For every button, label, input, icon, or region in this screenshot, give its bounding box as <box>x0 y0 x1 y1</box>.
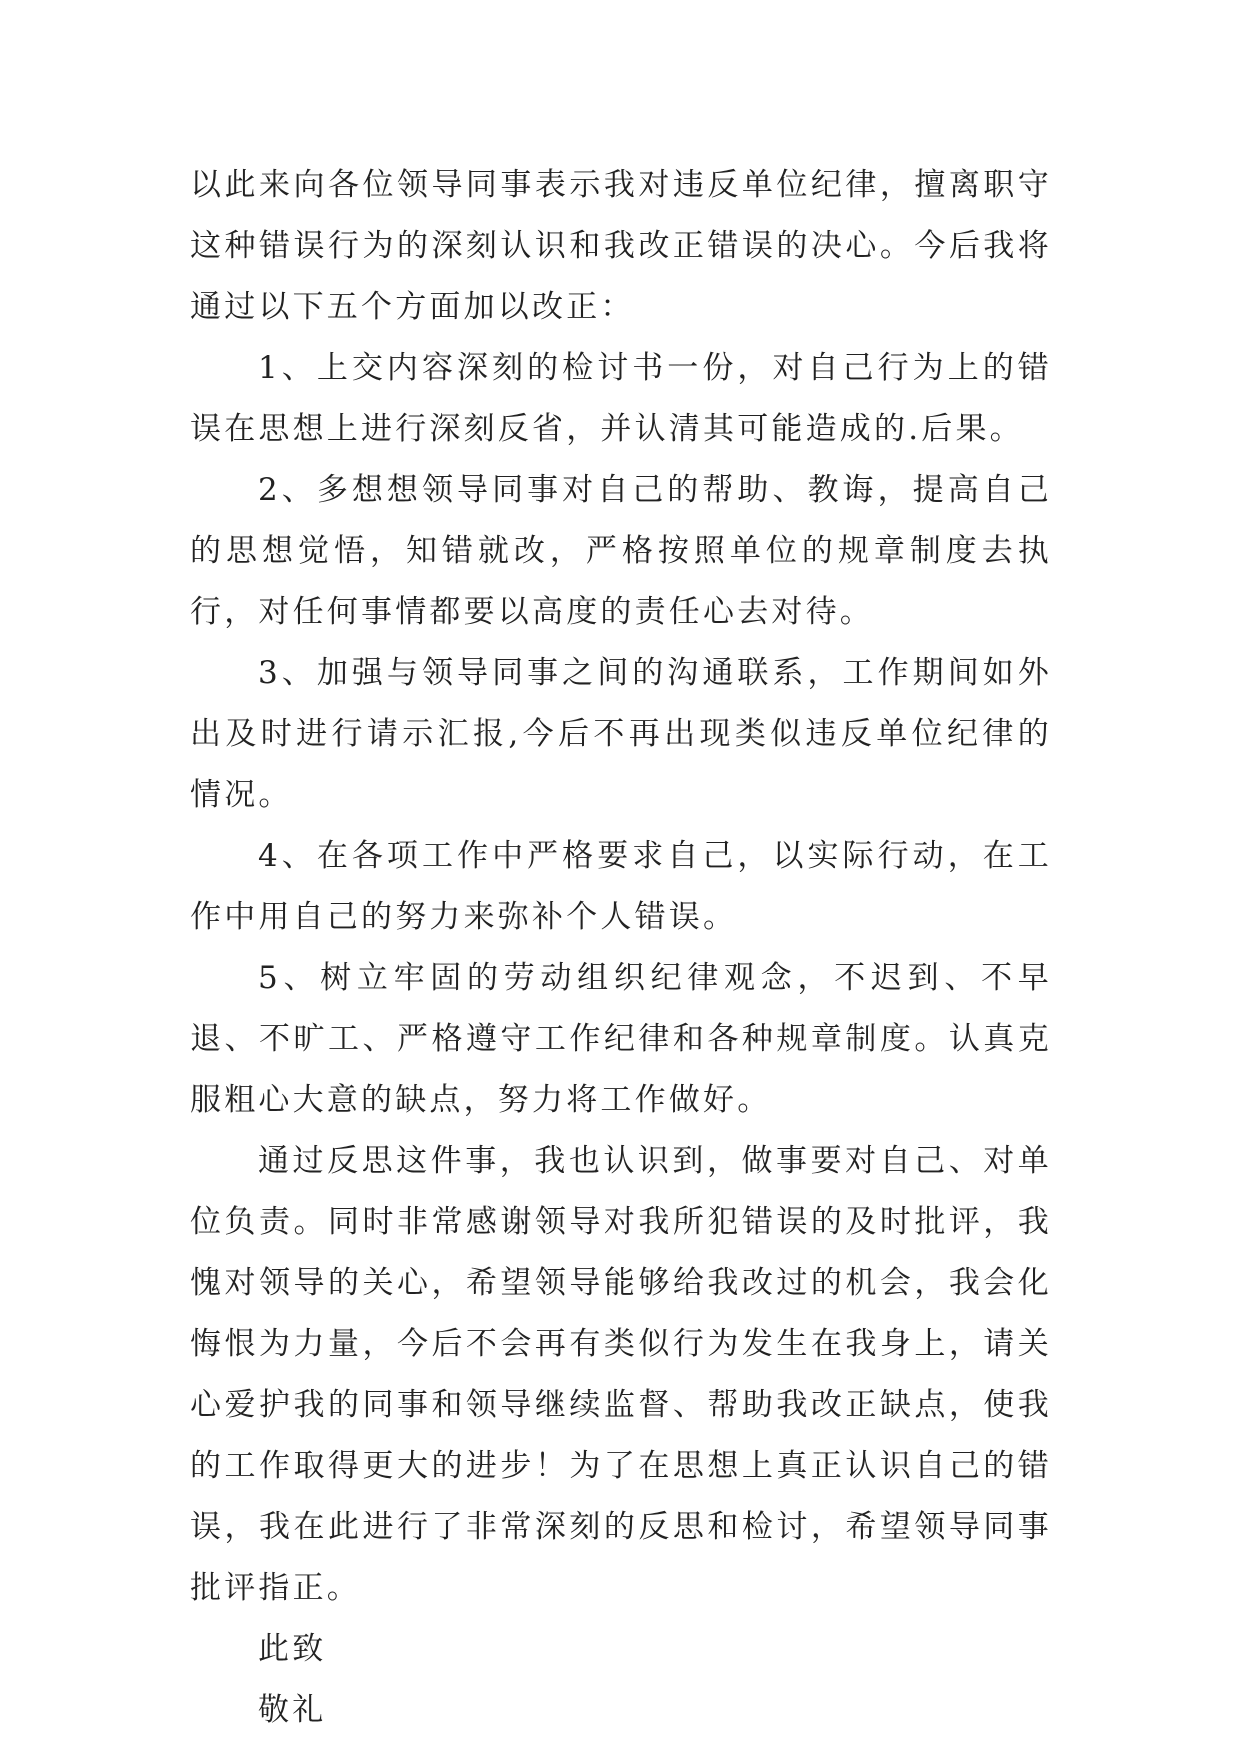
reflection-paragraph: 通过反思这件事，我也认识到，做事要对自己、对单位负责。同时非常感谢领导对我所犯错误的及时批评，我愧对领导的关心，希望领导能够给我改过的机会，我会化悔恨为力量，今后不会再有类似行为发生在我身上，请关心爱护我的同事和领导继续监督、帮助我改正缺点，使我的工作取得更大的进步！为了在思想上真正认识自己的错误，我在此进行了非常深刻的反思和检讨，希望领导同事批评指正。 <box>190 1143 1052 1606</box>
letter-body <box>190 155 1052 1741</box>
list-item: 1、上交内容深刻的检讨书一份，对自己行为上的错误在思想上进行深刻反省，并认清其可能造成的.后果。 <box>190 350 1052 447</box>
closing-salutation: 此致 <box>258 1631 327 1667</box>
list-item: 4、在各项工作中严格要求自己，以实际行动，在工作中用自己的努力来弥补个人错误。 <box>190 838 1052 935</box>
intro-paragraph: 以此来向各位领导同事表示我对违反单位纪律，擅离职守这种错误行为的深刻认识和我改正错误的决心。今后我将通过以下五个方面加以改正： <box>190 167 1052 325</box>
list-item: 5、树立牢固的劳动组织纪律观念，不迟到、不早退、不旷工、严格遵守工作纪律和各种规章制度。认真克服粗心大意的缺点，努力将工作做好。 <box>190 960 1052 1118</box>
list-item: 3、加强与领导同事之间的沟通联系，工作期间如外出及时进行请示汇报,今后不再出现类似违反单位纪律的情况。 <box>190 655 1052 813</box>
closing-regards: 敬礼 <box>258 1692 327 1728</box>
list-item: 2、多想想领导同事对自己的帮助、教诲，提高自己的思想觉悟，知错就改，严格按照单位的规章制度去执行，对任何事情都要以高度的责任心去对待。 <box>190 472 1052 630</box>
